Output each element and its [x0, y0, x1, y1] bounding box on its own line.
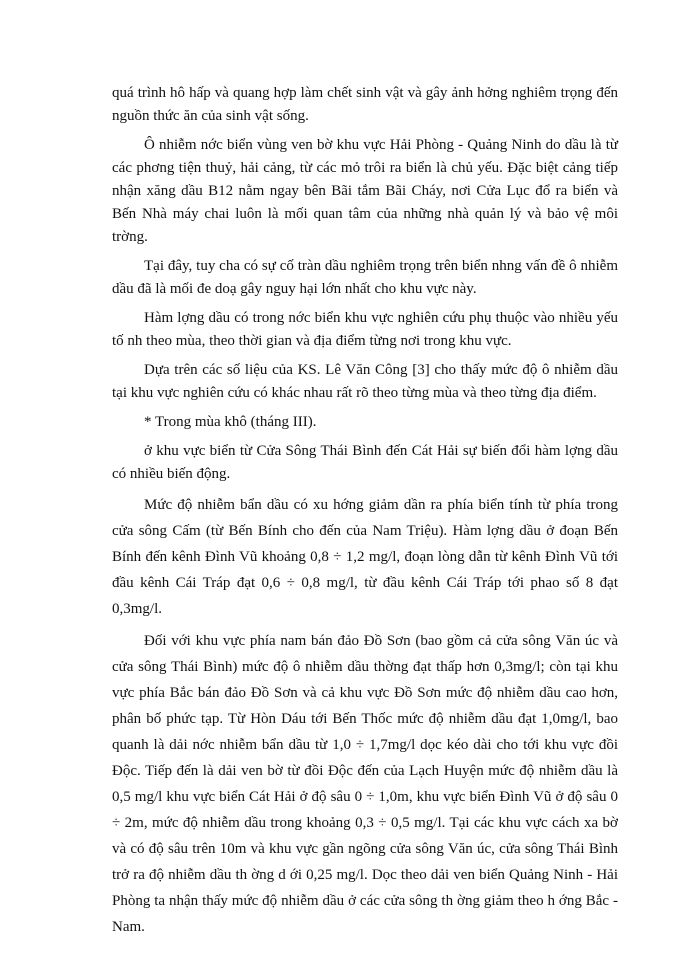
paragraph-threat: Tại đây, tuy cha có sự cố tràn dầu nghiêm trọng trên biển nhng vấn đề ô nhiễm dầu đã là mối đe doạ gây nguy hại lớn nhất cho khu vực này. [112, 258, 618, 297]
paragraph-thai-binh-cat-hai: ở khu vực biển từ Cửa Sông Thái Bình đến Cát Hải sự biến đổi hàm lợng dầu có nhiều biến động. [112, 443, 618, 482]
paragraph-oil-content-factors: Hàm lợng dầu có trong nớc biển khu vực nghiên cứu phụ thuộc vào nhiều yếu tố nh theo mùa, theo thời gian và địa điểm từng nơi trong khu vực. [112, 310, 618, 349]
paragraph-continuation: quá trình hô hấp và quang hợp làm chết sinh vật và gây ảnh hởng nghiêm trọng đến nguồn thức ăn của sinh vật sống. [112, 85, 618, 124]
paragraph-data-source: Dựa trên các số liệu của KS. Lê Văn Công [3] cho thấy mức độ ô nhiễm dầu tại khu vực nghiên cứu có khác nhau rất rõ theo từng mùa và theo từng địa điểm. [112, 362, 618, 401]
paragraph-cam-river-gradient: Mức độ nhiễm bẩn dầu có xu hớng giảm dần ra phía biển tính từ phía trong cửa sông Cấm (từ Bến Bính cho đến của Nam Triệu). Hàm lợng dầu ở đoạn Bến Bính đến kênh Đình Vũ khoảng 0,8 ÷ 1,2 mg/l, đoạn lòng dẫn từ kênh Đình Vũ tới đầu kênh Cái Tráp đạt 0,6 ÷ 0,8 mg/l, từ đầu kênh Cái Tráp tới phao số 8 đạt 0,3mg/l. [112, 497, 618, 617]
paragraph-pollution-sources: Ô nhiễm nớc biển vùng ven bờ khu vực Hải Phòng - Quảng Ninh do dầu là từ các phơng tiện thuỷ, hải cảng, từ các mỏ trôi ra biển là chủ yếu. Đặc biệt cảng tiếp nhận xăng dầu B12 nằm ngay bên Bãi tắm Bãi Cháy, nơi Cửa Lục đổ ra biển và Bến Nhà máy chai luôn là mối quan tâm của những nhà quản lý và bảo vệ môi trờng. [112, 137, 618, 245]
paragraph-do-son-region: Đối với khu vực phía nam bán đảo Đồ Sơn (bao gồm cả cửa sông Văn úc và cửa sông Thái Bình) mức độ ô nhiễm dầu thờng đạt thấp hơn 0,3mg/l; còn tại khu vực phía Bắc bán đảo Đồ Sơn và cả khu vực Đồ Sơn mức độ nhiễm dầu cao hơn, phân bố phức tạp. Từ Hòn Dáu tới Bến Thốc mức độ nhiễm dầu đạt 1,0mg/l, bao quanh là dải nớc nhiễm bẩn dầu từ 1,0 ÷ 1,7mg/l dọc kéo dài cho tới khu vực đồi Độc. Tiếp đến là dải ven bờ từ đồi Độc đến của Lạch Huyện mức độ nhiễm dầu là 0,5 mg/l khu vực biển Cát Hải ở độ sâu 0 ÷ 1,0m, khu vực biển Đình Vũ ở độ sâu 0 ÷ 2m, mức độ nhiễm dầu trong khoảng 0,3 ÷ 0,5 mg/l. Tại các khu vực cách xa bờ và có độ sâu trên 10m và khu vực gần ngõng cửa sông Văn úc, cửa sông Thái Bình trở ra độ nhiễm dầu th ờng d ới 0,25 mg/l. Dọc theo dải ven biển Quảng Ninh - Hải Phòng ta nhận thấy mức độ nhiễm dầu ở các cửa sông th ờng giảm theo h ớng Bắc - Nam. [112, 633, 618, 935]
paragraph-dry-season-heading: * Trong mùa khô (tháng III). [144, 414, 317, 430]
